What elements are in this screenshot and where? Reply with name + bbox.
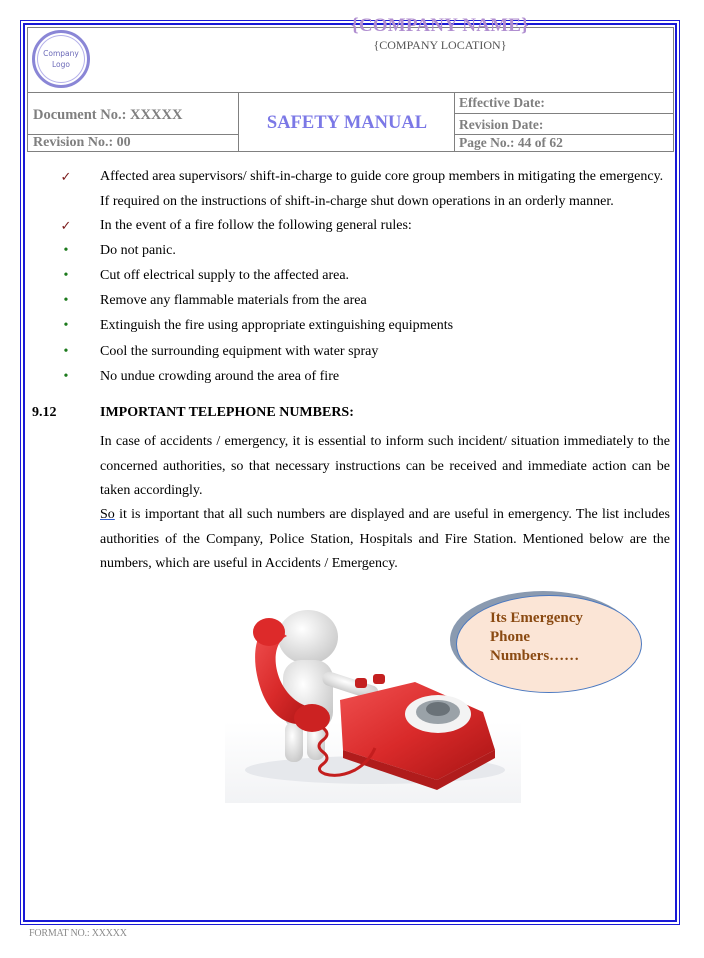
section-paragraph-2 — [100, 503, 670, 577]
company-location: {COMPANY LOCATION} — [373, 38, 507, 52]
effective-date: Effective Date: — [455, 93, 673, 114]
spellcheck-underlined-word: So — [100, 507, 115, 522]
format-number: FORMAT NO.: XXXXX — [29, 928, 127, 939]
document-number: Document No.: XXXXX — [33, 107, 183, 123]
bullet-icon: • — [63, 268, 69, 283]
section-number: 9.12 — [32, 405, 57, 420]
header-right-cell — [455, 93, 673, 151]
bullet-item: Cut off electrical supply to the affected area. — [100, 268, 350, 283]
bullet-icon: • — [63, 243, 69, 258]
bullet-icon: • — [63, 344, 69, 359]
revision-date: Revision Date: — [455, 114, 673, 135]
bullet-item: Do not panic. — [100, 243, 176, 258]
company-logo — [32, 30, 90, 88]
revision-number: Revision No.: 00 — [33, 135, 131, 150]
header-left-cell — [28, 93, 239, 151]
callout-line: Numbers…… — [490, 648, 580, 664]
callout-text — [490, 609, 583, 666]
paragraph-2-text: it is important that all such numbers are displayed and are useful in emergency. The list includes authorities of the Company, Police Station, Hospitals and Fire Station. Mentioned below are the numbers, which are useful in Accidents / Emergency. — [100, 507, 670, 571]
section-title: IMPORTANT TELEPHONE NUMBERS: — [100, 405, 354, 420]
company-name: {COMPANY NAME} — [351, 15, 529, 36]
manual-title: SAFETY MANUAL — [266, 113, 428, 133]
list-item-continuation: If required on the instructions of shift-in-charge shut down operations in an orderly manner. — [100, 194, 614, 209]
list-item-text: Affected area supervisors/ shift-in-charge to guide core group members in mitigating the emergency. — [100, 169, 664, 184]
logo-text-line1: Company — [43, 49, 79, 58]
page-number: Page No.: 44 of 62 — [459, 135, 563, 150]
checkmark-icon: ✓ — [60, 218, 72, 233]
callout-line: Its Emergency — [490, 610, 583, 626]
header-title-cell — [239, 93, 455, 151]
bullet-item: Remove any flammable materials from the area — [100, 293, 367, 308]
section-paragraph-1: In case of accidents / emergency, it is essential to inform such incident/ situation immediately to the concerned authorities, so that necessary instructions can be received and immediate action can be taken accordingly. — [100, 434, 670, 498]
bullet-icon: • — [63, 293, 69, 308]
list-item — [100, 164, 670, 189]
checkmark-icon: ✓ — [60, 169, 72, 184]
logo-text-line2: Logo — [52, 60, 70, 69]
bullet-icon: • — [63, 318, 69, 333]
callout-line: Phone — [490, 629, 531, 645]
bullet-item: No undue crowding around the area of fire — [100, 369, 340, 384]
bullet-item: Cool the surrounding equipment with water spray — [100, 344, 379, 359]
revision-row — [28, 134, 239, 151]
bullet-icon: • — [63, 369, 69, 384]
bullet-item: Extinguish the fire using appropriate extinguishing equipments — [100, 318, 454, 333]
list-item: In the event of a fire follow the following general rules: — [100, 218, 412, 233]
